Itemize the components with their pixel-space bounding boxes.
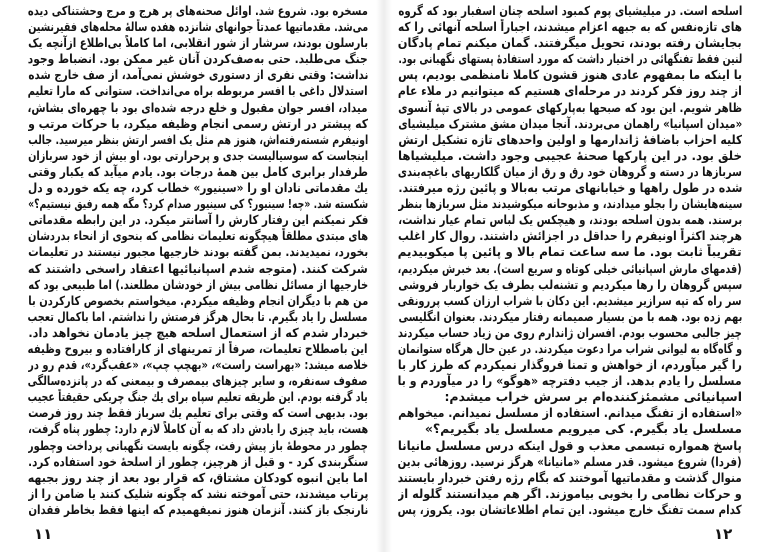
text-line bbox=[398, 100, 742, 116]
text-line-content: بخورد، نمیدیدند. بمن گفته بودند خارجیها مجبور نیستند در تعلیمات bbox=[28, 244, 368, 260]
text-line-content: مسلسل را یاد بگیرم. تا بحال هرگز فرصتش را نداشتم. اما باکمال تعجب bbox=[28, 308, 368, 324]
text-line bbox=[28, 228, 368, 244]
text-line bbox=[398, 244, 742, 260]
text-line bbox=[398, 212, 742, 228]
text-line bbox=[398, 405, 742, 421]
text-line-content: یاد گرفته بودم. این طریقه تعلیم سپاه برای یك جنگ چریکی حقیقتاً عجیب bbox=[28, 389, 368, 405]
text-line-content: پرتاب میشدند، حتی آموخته نشد که چگونه شلیک کنند یا ضامن را از bbox=[28, 485, 368, 501]
text-line-content: چطور در محوطهٔ باز پیش رفت، چگونه بایست نگهبانی پرداخت وچطور bbox=[28, 437, 368, 453]
text-line bbox=[28, 212, 368, 228]
text-line-content: استدلال داغی با افسر مربوطه براه می‌انداخت. ستوانی که مارا تعلیم bbox=[28, 83, 368, 99]
text-line bbox=[28, 470, 368, 486]
text-line-content: لنین فقط تفنگهائی در اختیار داشت که مورد استفادهٔ پستهای نگهبانی بود. bbox=[398, 51, 742, 67]
text-line bbox=[28, 261, 368, 277]
text-line bbox=[28, 132, 368, 148]
text-line bbox=[398, 325, 742, 341]
text-line bbox=[398, 261, 742, 277]
text-line bbox=[398, 3, 742, 19]
text-line-content: نداشت: وقتی نفری از دستوری خوشش نمی‌آمد، از صف خارج شده bbox=[28, 67, 368, 83]
page-gutter bbox=[376, 0, 392, 552]
text-line bbox=[28, 502, 368, 518]
text-line bbox=[398, 502, 742, 518]
text-line bbox=[398, 83, 742, 99]
text-line bbox=[398, 421, 742, 437]
text-line bbox=[28, 51, 368, 67]
text-line bbox=[398, 132, 742, 148]
text-line-content: ظاهر شویم. این بود که صبحها به‌پارکهای عمومی در بالای تپهٔ آنسوی bbox=[398, 99, 742, 115]
text-line bbox=[28, 325, 368, 341]
text-line-content: تقریباً ثابت بود. ما سه ساعت تمام بالا و پائین پا میکوبیدیم bbox=[398, 244, 742, 260]
text-line-content: خارجیها از مسائل نظامی بیش از خودشان مطلعند.) اما طبیعی بود که bbox=[28, 276, 368, 292]
right-page-number: ۱۲ bbox=[714, 525, 733, 543]
text-line-content: مسلسل را یادم بدهد. از جیب دفترچه «هوگو» را در میآوردم و با bbox=[398, 373, 742, 389]
text-line bbox=[398, 454, 742, 470]
text-line bbox=[28, 100, 368, 116]
text-line-content: سربازها در دسته و گروهان خود رق و رق از میان گلکاریهای باغچه‌بندی bbox=[398, 163, 742, 179]
text-line-content: فکر نمیکنم این رفتار کارش را آسانتر میکرد. در این رابطه مقدماتی bbox=[28, 212, 368, 228]
text-line bbox=[398, 389, 742, 405]
text-line bbox=[28, 277, 368, 293]
text-line-content: اسپانیائی مشمئزکننده‌ام بر سرش خراب میشدم: bbox=[444, 389, 742, 405]
text-line bbox=[28, 164, 368, 180]
right-page bbox=[398, 3, 742, 518]
text-line-content: که پیشتر در ارتش رسمی انجام وظیفه میکرد، با حرکات مرتب و bbox=[28, 115, 368, 131]
text-line-content: پاسخ همواره تبسمی معذب و قول اینکه درس مسلسل مانیانا bbox=[398, 437, 742, 453]
text-line-content: برسند. همه بدون اسلحه بودند، و هیچکس یک لباس تمام عیار نداشت، bbox=[398, 212, 742, 228]
text-line-content: بهم زده بود. همه با من بسیار صمیمانه رفتار میکردند. بعنوان انگلیسی bbox=[398, 308, 742, 324]
text-line bbox=[28, 3, 368, 19]
text-line bbox=[28, 293, 368, 309]
text-line bbox=[28, 19, 368, 35]
text-line-content: کدام سمت تفنگ خارج میشود. این تمام اطلاعاتشان بود. یکروز، پس bbox=[398, 501, 742, 517]
text-line bbox=[28, 405, 368, 421]
text-line bbox=[398, 180, 742, 196]
text-line bbox=[398, 19, 742, 35]
text-line-content: چیز جالبی محسوب بودم. افسران ژاندارم روی من زیاد حساب میکردند bbox=[398, 324, 742, 340]
text-line-content: سینه‌هایشان را بجلو میدادند، و مذبوحانه میکوشیدند مثل سربازها بنظر bbox=[398, 196, 742, 212]
text-line bbox=[28, 486, 368, 502]
text-line-content: شده در طول راهها و خیابانهای مرتب به‌بالا و پائین رژه میرفتند. bbox=[398, 180, 742, 196]
text-line-content: مسخره بود. شروع شد. اوائل صحنه‌های پر هرج و مرج وحشتناکی دیده bbox=[28, 3, 368, 18]
text-line bbox=[28, 309, 368, 325]
text-line-content: اینجاست که سوسیالیست جدی و پرحرارتی بود. او بیش از خود سربازان bbox=[28, 147, 368, 163]
text-line bbox=[398, 438, 742, 454]
text-line-content: کلیه احزاب باضافهٔ ژاندارمها و اولین واحدهای تازه تشکیل ارتش bbox=[398, 131, 742, 147]
text-line-content: های مبتدی مطلقاً هیچگونه تعلیمات نظامی که بنحوی از انحاء بدردشان bbox=[28, 228, 368, 244]
text-line-content: شکسته شد. «چه! سینیور؟ کی سینیور صدام کرد؟ مگه همه رفیق نیستیم؟» bbox=[28, 196, 368, 212]
text-line bbox=[28, 196, 368, 212]
text-line bbox=[28, 373, 368, 389]
text-line bbox=[28, 67, 368, 83]
text-line-content: سنگربندی کرد - و قبل از هرچیز، چطور از اسلحهٔ خود استفاده کرد. bbox=[28, 453, 368, 469]
left-page-number: ۱۱ bbox=[34, 525, 53, 543]
text-line-content: و حرکات نظامی را بخوبی بیاموزند. اگر هم میدانستند گلوله از bbox=[398, 485, 742, 501]
text-line-content: منوال گذشت و مقدماتیها آموختند که بگام رژه رفتن خبردار بایستند bbox=[398, 469, 742, 485]
text-line-content: «استفاده از تفنگ میدانم. استفاده از مسلسل نمیدانم. میخواهم bbox=[398, 405, 742, 421]
text-line bbox=[28, 341, 368, 357]
text-line-content: (قدمهای مارش اسپانیائی خیلی کوتاه و سریع است). بعد خبرش میکردیم، bbox=[398, 260, 742, 276]
text-line bbox=[28, 180, 368, 196]
text-line bbox=[28, 83, 368, 99]
text-line-content: های تازه‌نفس که به جبهه اعزام میشدند، اجباراً اسلحه آنهائی را که bbox=[398, 19, 742, 35]
text-line bbox=[398, 486, 742, 502]
text-line-content: را گیر میآوردم، از خواهش و تمنا فروگذار نمیکردم که طرز کار با bbox=[398, 357, 742, 373]
text-line-content: خلق بود. در این پارکها صحنهٔ عجیبی وجود داشت. میلیشیاها bbox=[398, 147, 742, 163]
text-line-content: اما باین انبوه کودکان مشتاق، که قرار بود بعد از چند روز بجبهه bbox=[28, 469, 368, 485]
text-line bbox=[28, 116, 368, 132]
text-line bbox=[28, 389, 368, 405]
text-line-content: هست، باید چیزی را یادش داد که به آن کاملاً لازم دارد: چطور پناه گرفت، bbox=[28, 421, 368, 437]
text-line bbox=[28, 454, 368, 470]
text-line-content: خبردار شدم که از استعمال اسلحه هیچ چیز یادمان نخواهد داد. bbox=[28, 324, 368, 340]
text-line bbox=[28, 421, 368, 437]
text-line-content: «میدان اسپانیا» راهمان می‌بردند. آنجا میدان مشق مشترک میلیشیای bbox=[398, 115, 742, 131]
text-line-content: یك مقدماتی نادان او را «سینیور» خطاب کرد، چه یکه خورده و دل bbox=[28, 180, 368, 196]
text-line bbox=[398, 196, 742, 212]
text-line-content: طرفدار برابری کامل بین همهٔ درجات بود. یادم میآید که یکبار وقتی bbox=[28, 163, 368, 179]
text-line-content: میداد، افسر جوان مقبول و خلع درجه شده‌ای بود با چهره‌ای بشاش، bbox=[28, 99, 368, 115]
text-line-content: (فردا) شروع میشود. قدر مسلم «مانیانا» هرگز نرسید. روزهائی بدین bbox=[398, 453, 742, 469]
text-line bbox=[398, 293, 742, 309]
text-line-content: مسلسل یاد بگیرم. کی میرویم مسلسل یاد بگیریم؟» bbox=[424, 421, 742, 437]
text-line-content: این باصطلاح تعلیمات، صرفاً از تمرینهای از کارافتاده و بیروح وظیفه bbox=[28, 340, 368, 356]
text-line-content: می‌شد. مقدماتیها عمدتاً جوانهای شانزده هفده سالهٔ محله‌های فقیرنشین bbox=[28, 19, 368, 35]
text-line bbox=[398, 373, 742, 389]
text-line bbox=[398, 116, 742, 132]
text-line bbox=[398, 51, 742, 67]
text-line-content: من هم با دیگران انجام وظیفه میکردم. میخواستم بخصوص کارکردن با bbox=[28, 292, 368, 308]
text-line bbox=[28, 357, 368, 373]
text-line-content: سر راه که تپه سرازیر میشدیم. این دکان با شراب ارزان کسب پررونقی bbox=[398, 292, 742, 308]
text-line-content: خلاصه میشد: «بهراست راست»، «بهچپ چپ»، «عقب‌گرد»، قدم رو در bbox=[28, 357, 368, 373]
text-line-content: با اینکه ما بمفهوم عادی هنوز قشون کاملا نامنظمی بودیم، پس bbox=[398, 67, 742, 83]
text-line bbox=[28, 35, 368, 51]
left-page bbox=[28, 3, 368, 518]
text-line bbox=[28, 438, 368, 454]
text-line-content: بود. بدیهی است که وقتی برای تعلیم یك سرباز فقط چند روز فرصت bbox=[28, 405, 368, 421]
text-line bbox=[398, 341, 742, 357]
text-line-content: بارسلون بودند، سرشار از شور انقلابی، اما کاملاً بی‌اطلاع ازآنچه یک bbox=[28, 35, 368, 51]
text-line-content: اسلحه است. در میلیشیای پوم کمبود اسلحه چنان اسفبار بود که گروه bbox=[398, 3, 742, 18]
text-line-content: و گاه‌گاه به لیوانی شراب مرا دعوت میکردند. در عین حال هرگاه ستوانمان bbox=[398, 340, 742, 356]
text-line-content: هرچند اکثراً اونیفرم را حداقل در اجزائش داشتند. روال کار اغلب bbox=[398, 228, 742, 244]
text-line-content: جنگ می‌طلبد. حتی به‌صف‌کردن آنان غیر ممکن بود. انضباط وجود bbox=[28, 51, 368, 67]
text-line-content: سپس گروهان را رها میکردیم و تشنه‌لب بطرف یک خواربار فروشی bbox=[398, 276, 742, 292]
text-line-content: نارنجک باز کنند. آنزمان هنوز نمیفهمیدم که اینها فقط بخاطر فقدان bbox=[28, 501, 368, 517]
text-line-content: صفوف سه‌نفره، و سایر چیزهای بیمصرف و بیمعنی که در پانزده‌سالگی bbox=[28, 373, 368, 389]
text-line-content: بجایشان رفته بودند، تحویل میگرفتند. گمان میکنم تمام پادگان bbox=[398, 35, 742, 51]
text-line bbox=[398, 470, 742, 486]
text-line bbox=[398, 228, 742, 244]
text-line bbox=[398, 277, 742, 293]
text-line bbox=[398, 357, 742, 373]
text-line bbox=[28, 148, 368, 164]
text-line bbox=[28, 244, 368, 260]
text-line bbox=[398, 35, 742, 51]
text-line-content: از چند روز فکر کردند در مرحله‌ای هستیم که میتوانیم در ملاء عام bbox=[398, 83, 742, 99]
text-line-content: اونیفرم شسته‌رفته‌اش، هنوز هم مثل یک افسر ارتش بنظر میرسید. جالب bbox=[28, 131, 368, 147]
text-line-content: شرکت کنند. (متوجه شدم اسپانیائیها اعتقاد راسخی داشتند که bbox=[28, 260, 368, 276]
text-line bbox=[398, 67, 742, 83]
text-line bbox=[398, 164, 742, 180]
text-line bbox=[398, 309, 742, 325]
text-line bbox=[398, 148, 742, 164]
